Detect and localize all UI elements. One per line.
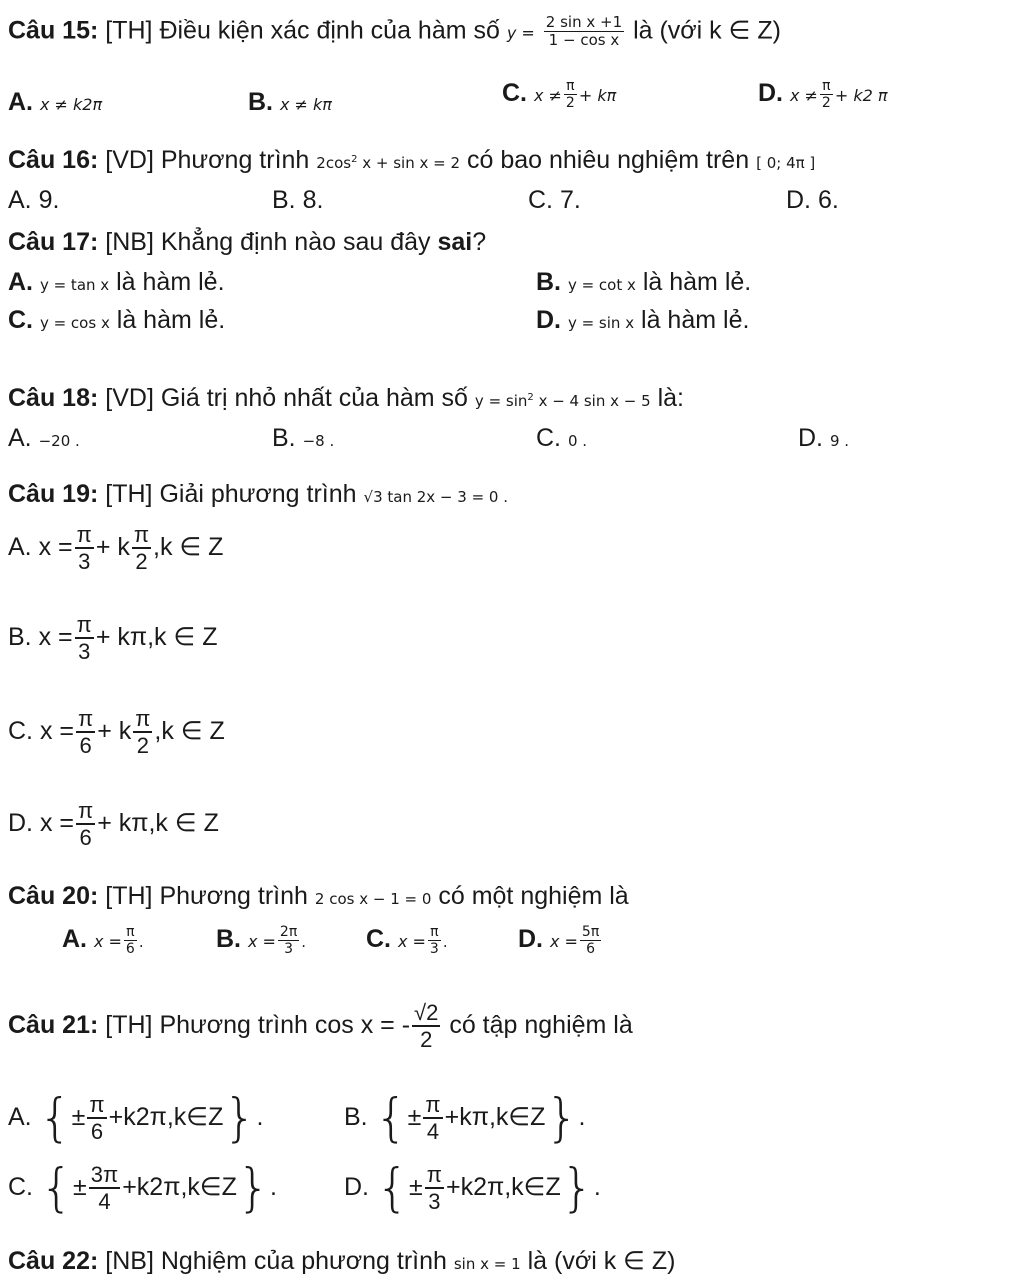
q18-text: Giá trị nhỏ nhất của hàm số	[160, 384, 468, 412]
q17-option-d: D. y = sin x là hàm lẻ.	[536, 306, 750, 334]
q21-tail: có tập nghiệm là	[449, 1010, 633, 1039]
question-18	[8, 384, 684, 413]
q16-tail: có bao nhiêu nghiệm trên	[466, 146, 750, 174]
q18-option-b: B. −8 .	[272, 424, 335, 452]
q15-option-a: A. x ≠ k2π	[8, 88, 103, 116]
question-21	[8, 1000, 633, 1053]
question-17: Câu 17: [NB] Khẳng định nào sau đây sai?	[8, 228, 487, 256]
q22-text: Nghiệm của phương trình	[160, 1247, 447, 1275]
q20-option-d: D. x = $\frac{5\pi}{6}$	[518, 924, 600, 958]
q15-label: Câu 15:	[8, 16, 99, 45]
q22-tail: là (với k ∈ Z)	[527, 1247, 676, 1275]
q20-tail: có một nghiệm là	[438, 882, 629, 910]
q17-tag: [NB]	[105, 228, 154, 256]
q21-option-b: B. {± $\frac{\pi}{4}$ +kπ,k∈Z}.	[344, 1088, 586, 1149]
q20-text: Phương trình	[159, 882, 308, 910]
question-16	[8, 146, 815, 175]
q17-label: Câu 17:	[8, 228, 99, 256]
q21-option-a: A. {± $\frac{\pi}{6}$ +k2π,k∈Z}.	[8, 1088, 264, 1149]
q16-text: Phương trình	[160, 146, 310, 174]
q22-label: Câu 22:	[8, 1247, 99, 1275]
q21-option-d: D. {± $\frac{\pi}{3}$ +k2π,k∈Z}.	[344, 1158, 601, 1219]
q17-option-a: A. y = tan x là hàm lẻ.	[8, 268, 225, 296]
q19-text: Giải phương trình	[159, 480, 357, 508]
q15-option-c: C. x ≠ $\frac{\pi}{2}$ + kπ	[502, 78, 617, 112]
q17-option-c: C. y = cos x là hàm lẻ.	[8, 306, 226, 334]
q16-option-c: C. 7.	[528, 186, 581, 214]
q21-fraction: $\frac{√2}{2}$	[414, 1000, 439, 1053]
q17-bold-word: sai	[437, 228, 473, 256]
q16-option-b: B. 8.	[272, 186, 324, 214]
q15-tail: là (với k ∈ Z)	[633, 16, 781, 45]
q18-tail: là:	[657, 384, 684, 412]
q20-equation: 2 cos x − 1 = 0	[314, 890, 432, 908]
q22-equation: sin x = 1	[453, 1255, 521, 1273]
q18-option-c: C. 0 .	[536, 424, 588, 452]
question-19	[8, 480, 508, 509]
q20-option-c: C. x = $\frac{\pi}{3}$ .	[366, 924, 448, 958]
q20-option-a: A. x = $\frac{\pi}{6}$ .	[62, 924, 144, 958]
q19-option-b: B. x = $\frac{\pi}{3}$ + kπ,k ∈ Z	[8, 612, 218, 665]
q16-option-d: D. 6.	[786, 186, 839, 214]
q19-option-d: D. x = $\frac{\pi}{6}$ + kπ,k ∈ Z	[8, 798, 219, 851]
q18-equation: $y = \sin^2 x - 4$ sin x − 5	[474, 392, 651, 410]
q20-option-b: B. x = $\frac{2\pi}{3}$ .	[216, 924, 307, 958]
q16-interval: [ 0; 4π ]	[756, 154, 816, 172]
q21-option-c: C. {± $\frac{3\pi}{4}$ +k2π,k∈Z}.	[8, 1158, 277, 1219]
q15-tag: [TH]	[105, 16, 153, 45]
q19-option-c: C. x = $\frac{\pi}{6}$ + k $\frac{\pi}{2}$ ,k ∈ Z	[8, 706, 225, 759]
q18-label: Câu 18:	[8, 384, 99, 412]
q18-option-d: D. 9 .	[798, 424, 850, 452]
q16-tag: [VD]	[105, 146, 154, 174]
question-22	[8, 1246, 676, 1276]
q18-tag: [VD]	[105, 384, 154, 412]
q17-text: Khẳng định nào sau đây	[160, 228, 431, 256]
q20-label: Câu 20:	[8, 882, 99, 910]
q19-label: Câu 19:	[8, 480, 99, 508]
q16-label: Câu 16:	[8, 146, 99, 174]
q21-tag: [TH]	[105, 1010, 153, 1039]
q15-option-b: B. x ≠ kπ	[248, 88, 332, 116]
q20-tag: [TH]	[105, 882, 153, 910]
q22-tag: [NB]	[105, 1247, 154, 1275]
q18-option-a: A. −20 .	[8, 424, 80, 452]
q19-tag: [TH]	[105, 480, 153, 508]
q15-func-fraction	[544, 14, 624, 50]
q15-option-d: D. x ≠ $\frac{\pi}{2}$ + k2 π	[758, 78, 888, 112]
q16-option-a: A. 9.	[8, 186, 60, 214]
q17-option-b: B. y = cot x là hàm lẻ.	[536, 268, 752, 296]
q15-func-num: 2 sin x +1	[545, 13, 623, 31]
q19-equation: √3 tan 2x − 3 = 0 .	[363, 488, 508, 506]
q19-option-a: A. x = $\frac{\pi}{3}$ + k $\frac{\pi}{2}$ ,k ∈ Z	[8, 522, 224, 575]
q21-text: Phương trình cos x = -	[159, 1010, 411, 1039]
q15-func-den: 1 − cos x	[548, 31, 620, 50]
q15-func-y: y =	[506, 23, 535, 43]
q21-label: Câu 21:	[8, 1010, 99, 1039]
question-15	[8, 14, 781, 50]
q15-text: Điều kiện xác định của hàm số	[159, 16, 500, 45]
question-20	[8, 882, 629, 911]
q16-equation: $2\cos^2$ x + sin x = 2	[316, 154, 461, 172]
